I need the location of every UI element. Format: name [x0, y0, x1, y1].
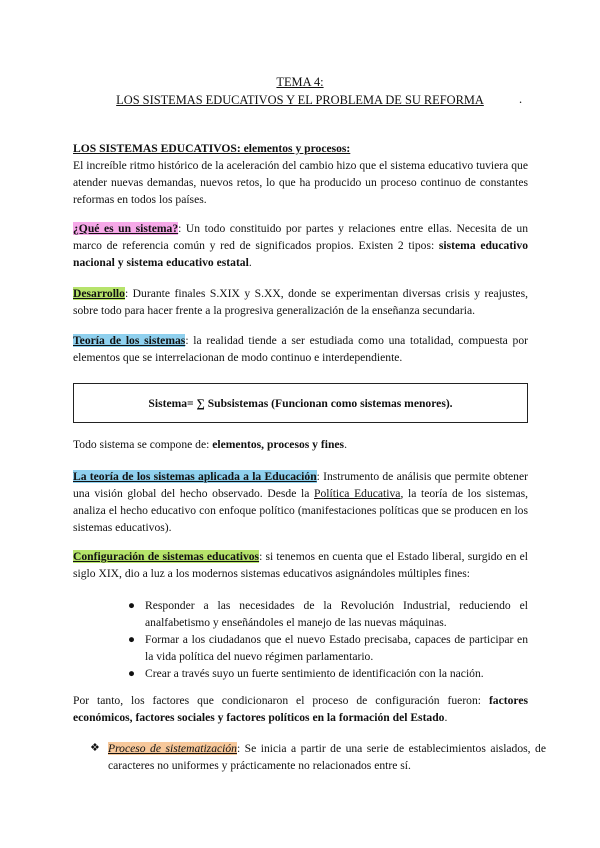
fines-list: [125, 597, 528, 682]
compone-bold: elementos, procesos y fines: [212, 438, 345, 451]
paragraph-configuracion: [73, 548, 528, 582]
paragraph-compone: [73, 436, 528, 453]
politica-educativa-link: Política Educativa: [314, 487, 401, 500]
diamond-bullet-icon: ❖: [90, 742, 100, 754]
paragraph-desarrollo: [73, 285, 528, 319]
list-item-text: Formar a los ciudadanos que el nuevo Estado precisaba, capaces de participar en la vida política del nuevo régimen parlamentario.: [145, 633, 528, 663]
title-period: .: [519, 92, 523, 106]
term-configuracion: Configuración de sistemas educativos: [73, 550, 260, 563]
section-intro-paragraph: El increíble ritmo histórico de la aceleración del cambio hizo que el sistema educativo tuviera que atender nuevas demandas, nuevos retos, lo que ha producido un proceso continuo de constantes reformas en todos los países.: [73, 159, 528, 206]
compone-end: .: [344, 438, 347, 451]
configuracion-text: : si tenemos en cuenta que el Estado liberal, surgido en el siglo XIX, dio a luz a los modernos sistemas educativos asignándoles múltiples fines:: [73, 550, 528, 580]
compone-text: Todo sistema se compone de:: [73, 438, 213, 451]
que-es-text: : Un todo constituido por partes y relaciones entre ellas. Necesita de un marco de referencia común y red de significados propios. Existen 2 tipos:: [73, 222, 529, 252]
proceso-sistematizacion-item: [90, 740, 546, 774]
que-es-end: .: [248, 256, 252, 269]
list-item: [125, 665, 528, 682]
list-item: [125, 597, 528, 631]
paragraph-teoria-educacion: [73, 468, 528, 536]
que-es-bold: sistema educativo nacional y sistema educativo estatal: [73, 239, 528, 269]
teoria-educacion-text-2: , la teoría de los sistemas, analiza el hecho educativo con enfoque político (manifestaciones políticas que se producen en los sistemas educativos).: [73, 487, 529, 534]
bullet-icon: ●: [128, 599, 136, 612]
term-que-es-sistema: ¿Qué es un sistema?: [73, 222, 179, 235]
paragraph-teoria-sistemas: [73, 332, 528, 366]
factores-text: Por tanto, los factores que condicionaron el proceso de configuración fueron:: [73, 694, 489, 707]
title-line-1: TEMA 4:: [276, 75, 324, 89]
bullet-icon: ●: [128, 667, 136, 680]
list-item: [125, 631, 528, 665]
proceso-text: : Se inicia a partir de una serie de establecimientos aislados, de caracteres no uniformes y prácticamente no relacionados entre sí.: [108, 742, 546, 772]
formula-text: Sistema= ∑ Subsistemas (Funcionan como sistemas menores).: [148, 396, 453, 410]
section-elementos-procesos: [73, 140, 528, 208]
term-desarrollo: Desarrollo: [73, 287, 125, 300]
desarrollo-text: : Durante finales S.XIX y S.XX, donde se experimentan diversas crisis y reajustes, sobre todo para hacer frente a la progresiva generalización de la enseñanza secundaria.: [73, 287, 528, 317]
section-heading: LOS SISTEMAS EDUCATIVOS: elementos y procesos:: [73, 142, 351, 155]
term-teoria-educacion: La teoría de los sistemas aplicada a la Educación: [73, 470, 317, 483]
title-line-2: [0, 91, 600, 109]
list-item-text: Crear a través suyo un fuerte sentimiento de identificación con la nación.: [145, 667, 484, 680]
document-title: [0, 73, 600, 109]
term-teoria-sistemas: Teoría de los sistemas: [73, 334, 186, 347]
teoria-educacion-text-1: : Instrumento de análisis que permite obtener una visión global del hecho observado. Desde la: [73, 470, 528, 500]
paragraph-factores: [73, 692, 528, 726]
title-line-2-text: LOS SISTEMAS EDUCATIVOS Y EL PROBLEMA DE SU REFORMA: [116, 93, 484, 107]
list-item-text: Responder a las necesidades de la Revolución Industrial, reduciendo el analfabetismo y enseñándoles el manejo de las nuevas máquinas.: [145, 599, 528, 629]
factores-end: .: [444, 711, 448, 724]
factores-bold: factores económicos, factores sociales y factores políticos en la formación del Estado: [73, 694, 528, 724]
teoria-text: : la realidad tiende a ser estudiada como una totalidad, compuesta por elementos que se interrelacionan de modo continuo e interdependiente.: [73, 334, 529, 364]
bullet-icon: ●: [128, 633, 136, 646]
formula-box: [73, 383, 528, 423]
paragraph-que-es-sistema: [73, 220, 528, 271]
term-proceso-sistematizacion: Proceso de sistematización: [108, 742, 237, 755]
